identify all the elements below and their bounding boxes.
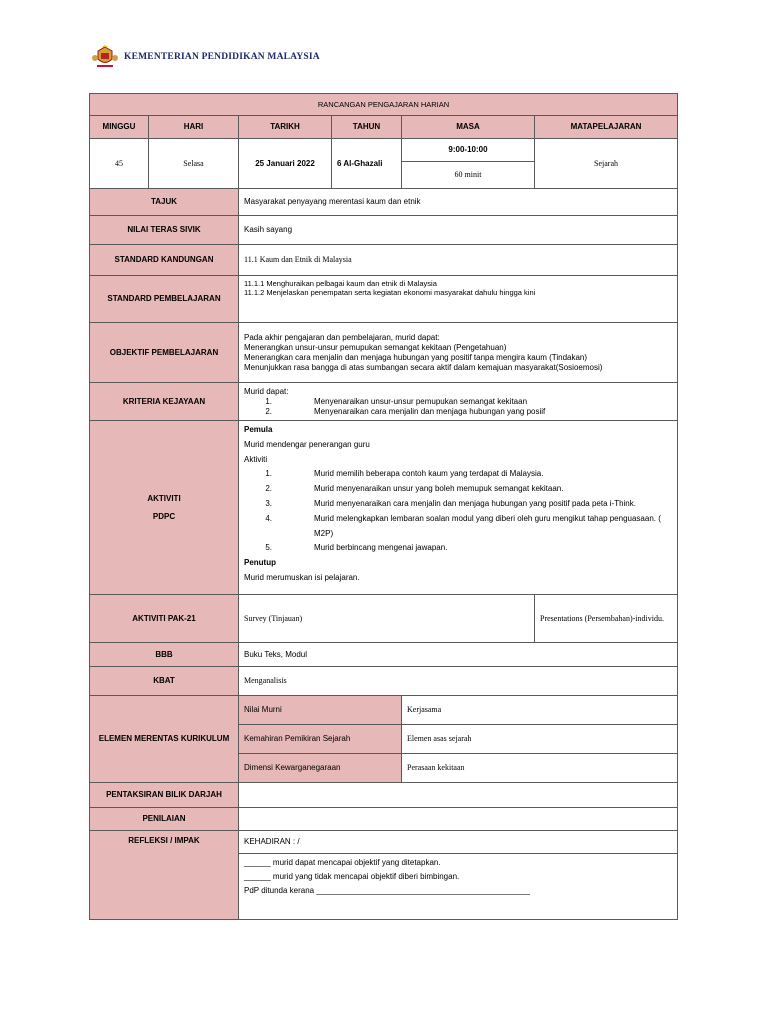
table-title: RANCANGAN PENGAJARAN HARIAN bbox=[90, 94, 678, 116]
minggu-value: 45 bbox=[90, 139, 149, 189]
refleksi-label: REFLEKSI / IMPAK bbox=[90, 831, 239, 920]
elemen-key-3: Dimensi Kewarganegaraan bbox=[239, 754, 402, 783]
list-item: 2. Murid menyenaraikan unsur yang boleh memupuk semangat kekitaan. bbox=[265, 484, 564, 494]
col-tarikh-header: TARIKH bbox=[239, 116, 332, 139]
objektif-intro: Pada akhir pengajaran dan pembelajaran, murid dapat: bbox=[244, 332, 440, 342]
tajuk-value: Masyarakat penyayang merentasi kaum dan etnik bbox=[239, 189, 678, 216]
pak21-right: Presentations (Persembahan)-individu. bbox=[535, 595, 678, 643]
kriteria-intro: Murid dapat: bbox=[244, 386, 289, 396]
kbat-label: KBAT bbox=[90, 667, 239, 696]
masa-time: 9:00-10:00 bbox=[402, 139, 535, 162]
col-minggu-header: MINGGU bbox=[90, 116, 149, 139]
nilai-teras-label: NILAI TERAS SIVIK bbox=[90, 216, 239, 245]
objektif-line-3: Menunjukkan rasa bangga di atas sumbangan secara aktif dalam kemajuan masyarakat(Sosioemosi) bbox=[244, 362, 603, 372]
matapelajaran-value: Sejarah bbox=[535, 139, 678, 189]
pemula-text: Murid mendengar penerangan guru bbox=[244, 439, 370, 449]
rph-table bbox=[89, 93, 678, 920]
kriteria-label: KRITERIA KEJAYAAN bbox=[90, 383, 239, 421]
elemen-value-1: Kerjasama bbox=[402, 696, 678, 725]
ministry-name: KEMENTERIAN PENDIDIKAN MALAYSIA bbox=[124, 52, 320, 62]
pak21-label: AKTIVITI PAK-21 bbox=[90, 595, 239, 643]
elemen-key-2: Kemahiran Pemikiran Sejarah bbox=[239, 725, 402, 754]
elemen-value-2: Elemen asas sejarah bbox=[402, 725, 678, 754]
refleksi-line-3: PdP ditunda kerana ________________________________________________ bbox=[244, 886, 530, 895]
tarikh-value: 25 Januari 2022 bbox=[239, 139, 332, 189]
page-header bbox=[92, 43, 320, 71]
objektif-cell bbox=[239, 323, 678, 383]
list-item: 1. Murid memilih beberapa contoh kaum yang terdapat di Malaysia. bbox=[265, 469, 544, 479]
malaysia-coat-of-arms-icon bbox=[92, 45, 118, 69]
aktiviti-label-line2: PDPC bbox=[152, 511, 176, 521]
pemula-heading: Pemula bbox=[244, 425, 273, 434]
list-item: 5. Murid berbincang mengenai jawapan. bbox=[265, 543, 448, 553]
col-hari-header: HARI bbox=[149, 116, 239, 139]
pentaksiran-value bbox=[239, 783, 678, 808]
penutup-text: Murid merumuskan isi pelajaran. bbox=[244, 572, 360, 582]
elemen-value-3: Perasaan kekitaan bbox=[402, 754, 678, 783]
kriteria-cell bbox=[239, 383, 678, 421]
aktiviti-cell bbox=[239, 421, 678, 595]
col-tahun-header: TAHUN bbox=[332, 116, 402, 139]
penilaian-value bbox=[239, 808, 678, 831]
kehadiran-value: KEHADIRAN : / bbox=[239, 831, 678, 854]
standard-pembelajaran-label: STANDARD PEMBELAJARAN bbox=[90, 276, 239, 323]
list-item: 3. Murid menyenaraikan cara menjalin dan menjaga hubungan yang positif pada peta i-Think. bbox=[265, 498, 636, 508]
aktiviti-heading: Aktiviti bbox=[244, 454, 268, 464]
sp-line-1: 11.1.1 Menghuraikan pelbagai kaum dan etnik di Malaysia bbox=[244, 279, 437, 288]
list-item: 2. Menyenaraikan cara menjalin dan menjaga hubungan yang posiif bbox=[265, 406, 546, 416]
pak21-left: Survey (Tinjauan) bbox=[239, 595, 535, 643]
standard-kandungan-label: STANDARD KANDUNGAN bbox=[90, 245, 239, 276]
bbb-label: BBB bbox=[90, 643, 239, 667]
standard-kandungan-value: 11.1 Kaum dan Etnik di Malaysia bbox=[239, 245, 678, 276]
aktiviti-label-line1: AKTIVITI bbox=[147, 493, 181, 503]
nilai-teras-value: Kasih sayang bbox=[239, 216, 678, 245]
refleksi-line-1: ______ murid dapat mencapai objektif yang ditetapkan. bbox=[244, 858, 441, 867]
masa-duration: 60 minit bbox=[402, 162, 535, 189]
elemen-key-1: Nilai Murni bbox=[239, 696, 402, 725]
list-item: 1. Menyenaraikan unsur-unsur pemupukan semangat kekitaan bbox=[265, 396, 528, 406]
refleksi-cell bbox=[239, 854, 678, 920]
kbat-value: Menganalisis bbox=[239, 667, 678, 696]
hari-value: Selasa bbox=[149, 139, 239, 189]
sp-line-2: 11.1.2 Menjelaskan penempatan serta kegiatan ekonomi masyarakat dahulu hingga kini bbox=[244, 288, 536, 298]
objektif-label: OBJEKTIF PEMBELAJARAN bbox=[90, 323, 239, 383]
objektif-line-2: Menerangkan cara menjalin dan menjaga hubungan yang positif tanpa mengira kaum (Tindakan) bbox=[244, 352, 588, 362]
refleksi-line-2: ______ murid yang tidak mencapai objektif diberi bimbingan. bbox=[244, 872, 460, 881]
bbb-value: Buku Teks, Modul bbox=[239, 643, 678, 667]
col-masa-header: MASA bbox=[402, 116, 535, 139]
pentaksiran-label: PENTAKSIRAN BILIK DARJAH bbox=[90, 783, 239, 808]
col-matapelajaran-header: MATAPELAJARAN bbox=[535, 116, 678, 139]
list-item: 4. Murid melengkapkan lembaran soalan modul yang diberi oleh guru mengikut tahap penguasaan. ( M2P) bbox=[265, 513, 661, 538]
tahun-value: 6 Al-Ghazali bbox=[332, 139, 402, 189]
aktiviti-label bbox=[90, 421, 239, 595]
elemen-label: ELEMEN MERENTAS KURIKULUM bbox=[90, 696, 239, 783]
objektif-line-1: Menerangkan unsur-unsur pemupukan semangat kekitaan (Pengetahuan) bbox=[244, 342, 507, 352]
penilaian-label: PENILAIAN bbox=[90, 808, 239, 831]
penutup-heading: Penutup bbox=[244, 558, 276, 568]
standard-pembelajaran-cell bbox=[239, 276, 678, 323]
tajuk-label: TAJUK bbox=[90, 189, 239, 216]
